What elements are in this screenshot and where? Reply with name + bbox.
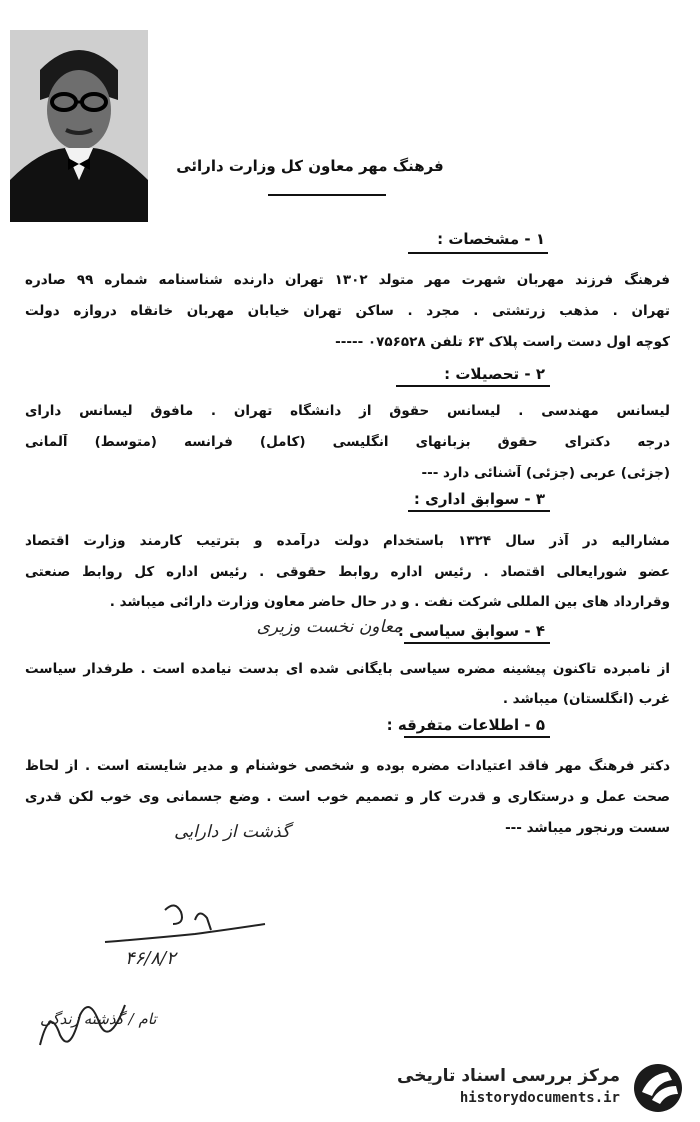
section-3-line-2: عضو شورایعالی اقتصاد . رئیس اداره روابط حقوقی . رئیس اداره کل روابط صنعتی (25, 564, 670, 580)
section-2-line-3: (جزئی) عربی (جزئی) آشنائی دارد --- (421, 465, 670, 481)
heading-underline (408, 510, 550, 512)
section-5-line-1: دکتر فرهنگ مهر فاقد اعتیادات مضره بوده و شخصی خوشنام و مدیر شایسته است . از لحاظ (25, 758, 670, 774)
portrait-photo (10, 30, 148, 222)
handwritten-note-section5: گذشت از دارایی (174, 822, 290, 842)
section-5-line-3: سست ورنجور میباشد --- (505, 820, 670, 836)
section-1-line-1: فرهنگ فرزند مهربان شهرت مهر متولد ۱۳۰۲ تهران دارنده شناسنامه شماره ۹۹ صادره (25, 272, 670, 288)
section-2-line-1: لیسانس مهندسی . لیسانس حقوق از دانشگاه تهران . مافوق لیسانس دارای (25, 403, 670, 419)
section-4-line-1: از نامبرده تاکنون پیشینه مضره سیاسی بایگانی شده ای بدست نیامده است . طرفدار سیاست (25, 661, 670, 677)
heading-underline (396, 385, 550, 387)
section-1-line-3: کوچه اول دست راست پلاک ۶۳ تلفن ۰۷۵۶۵۲۸ ----- (335, 334, 670, 350)
portrait-figure (10, 30, 148, 222)
section-3-line-3: وقرارداد های بین المللی شرکت نفت . و در حال حاضر معاون وزارت دارائی میباشد . (109, 594, 670, 610)
signature-mark (95, 890, 275, 950)
watermark-org: مرکز بررسی اسناد تاریخی (397, 1066, 620, 1086)
section-heading-administrative: ۳ - سوابق اداری : (413, 490, 545, 508)
section-3-line-1: مشارالیه در آذر سال ۱۳۲۴ باستخدام دولت درآمده و بترتیب کارمند وزارت اقتصاد (25, 533, 670, 549)
section-5-line-2: صحت عمل و درستکاری و قدرت کار و تصمیم خوب است . وضع جسمانی وی خوب لکن قدری (25, 789, 670, 805)
heading-underline (404, 642, 550, 644)
heading-underline (404, 736, 550, 738)
handwritten-date: ۴۶/۸/۲ (125, 948, 176, 969)
handwritten-bottom-note: تام / گذشته زندگی (40, 1010, 157, 1028)
heading-underline (408, 252, 548, 254)
section-heading-political: ۴ - سوابق سیاسی : (397, 622, 545, 640)
section-heading-education: ۲ - تحصیلات : (444, 365, 545, 383)
section-heading-misc: ۵ - اطلاعات متفرقه : (386, 716, 545, 734)
handwritten-note-deputy-pm: معاون نخست وزیری (256, 617, 402, 637)
section-2-line-2: درجه دکترای حقوق بزبانهای انگلیسی (کامل) فرانسه (متوسط) آلمانی (25, 434, 670, 450)
title-underline (268, 194, 386, 196)
watermark-site: historydocuments.ir (459, 1090, 620, 1106)
watermark-logo-icon (628, 1062, 688, 1114)
section-heading-identity: ۱ - مشخصات : (437, 230, 545, 248)
section-1-line-2: تهران . مذهب زرتشتی . مجرد . ساکن تهران خیابان مهربان خانقاه دروازه دولت (25, 303, 670, 319)
section-4-line-2: غرب (انگلستان) میباشد . (502, 691, 670, 707)
document-title: فرهنگ مهر معاون کل وزارت دارائی (176, 157, 444, 175)
